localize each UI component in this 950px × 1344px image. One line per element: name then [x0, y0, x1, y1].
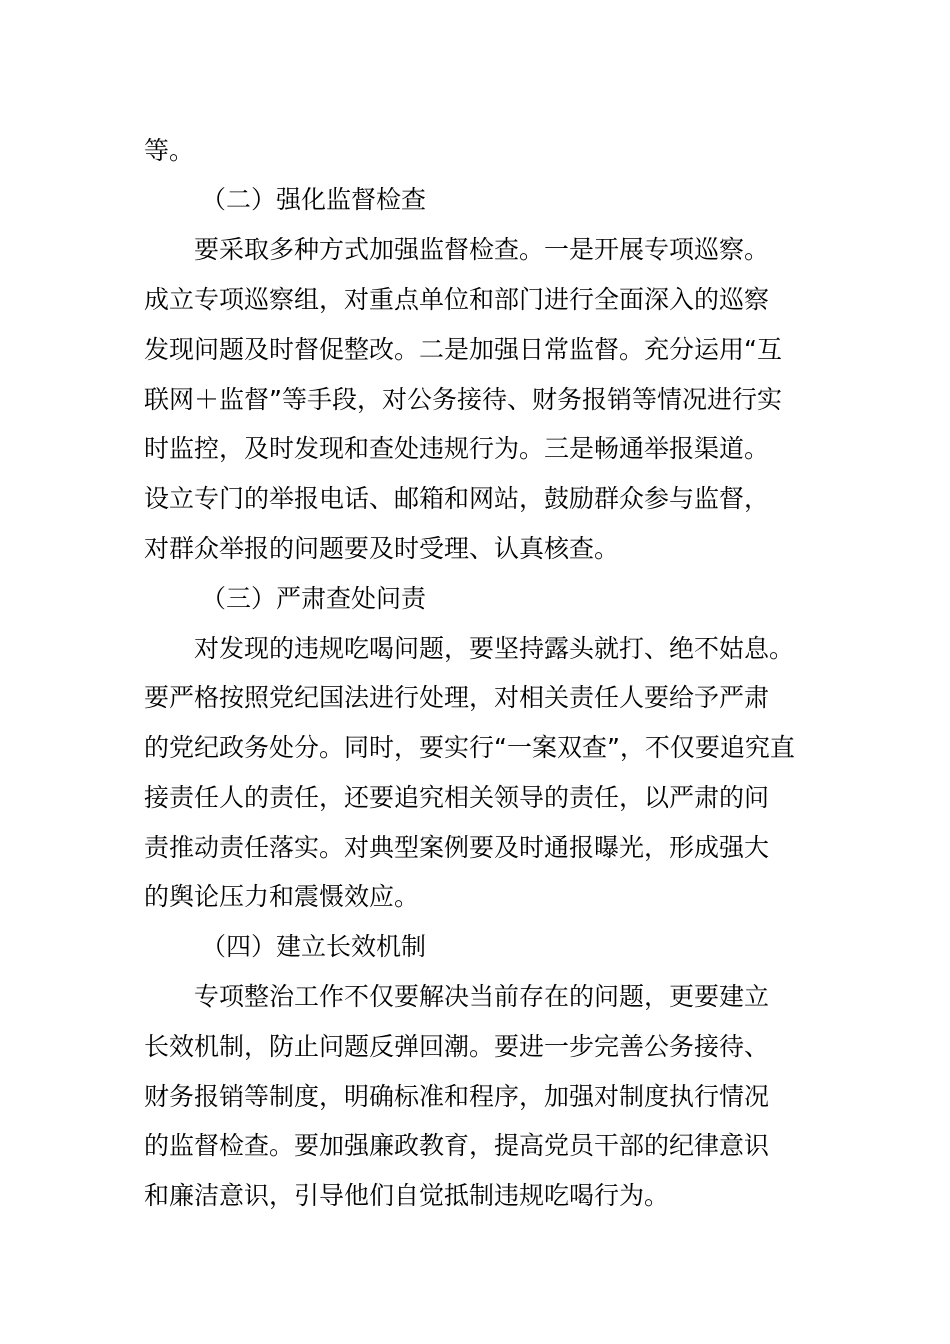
text-line: 对群众举报的问题要及时受理、认真核查。 [144, 534, 620, 563]
text-line: 接责任人的责任，还要追究相关领导的责任，以严肃的问 [144, 783, 770, 812]
text-line: 责推动责任落实。对典型案例要及时通报曝光，形成强大 [144, 833, 770, 862]
text-line: 长效机制，防止问题反弹回潮。要进一步完善公务接待、 [144, 1032, 770, 1061]
text-line: 的党纪政务处分。同时，要实行“一案双查”，不仅要追究直 [144, 733, 795, 762]
section-heading-3: （三）严肃查处问责 [201, 584, 427, 613]
text-line: 发现问题及时督促整改。二是加强日常监督。充分运用“互 [144, 335, 782, 364]
text-line: 时监控，及时发现和查处违规行为。三是畅通举报渠道。 [144, 434, 770, 463]
text-line: 要严格按照党纪国法进行处理，对相关责任人要给予严肃 [144, 683, 770, 712]
text-line: 的监督检查。要加强廉政教育，提高党员干部的纪律意识 [144, 1131, 770, 1160]
text-line: 对发现的违规吃喝问题，要坚持露头就打、绝不姑息。 [194, 634, 795, 663]
text-line: 成立专项巡察组，对重点单位和部门进行全面深入的巡察 [144, 285, 770, 314]
text-line: 财务报销等制度，明确标准和程序，加强对制度执行情况 [144, 1082, 770, 1111]
section-heading-4: （四）建立长效机制 [201, 932, 427, 961]
text-line: 设立专门的举报电话、邮箱和网站，鼓励群众参与监督， [144, 484, 770, 513]
text-line: 专项整治工作不仅要解决当前存在的问题，更要建立 [194, 982, 770, 1011]
text-line: 和廉洁意识，引导他们自觉抵制违规吃喝行为。 [144, 1181, 670, 1210]
text-line: 的舆论压力和震慑效应。 [144, 882, 420, 911]
text-line: 等。 [144, 136, 195, 165]
section-heading-2: （二）强化监督检查 [201, 185, 427, 214]
text-line: 要采取多种方式加强监督检查。一是开展专项巡察。 [194, 235, 770, 264]
text-line: 联网＋监督”等手段，对公务接待、财务报销等情况进行实 [144, 385, 782, 414]
